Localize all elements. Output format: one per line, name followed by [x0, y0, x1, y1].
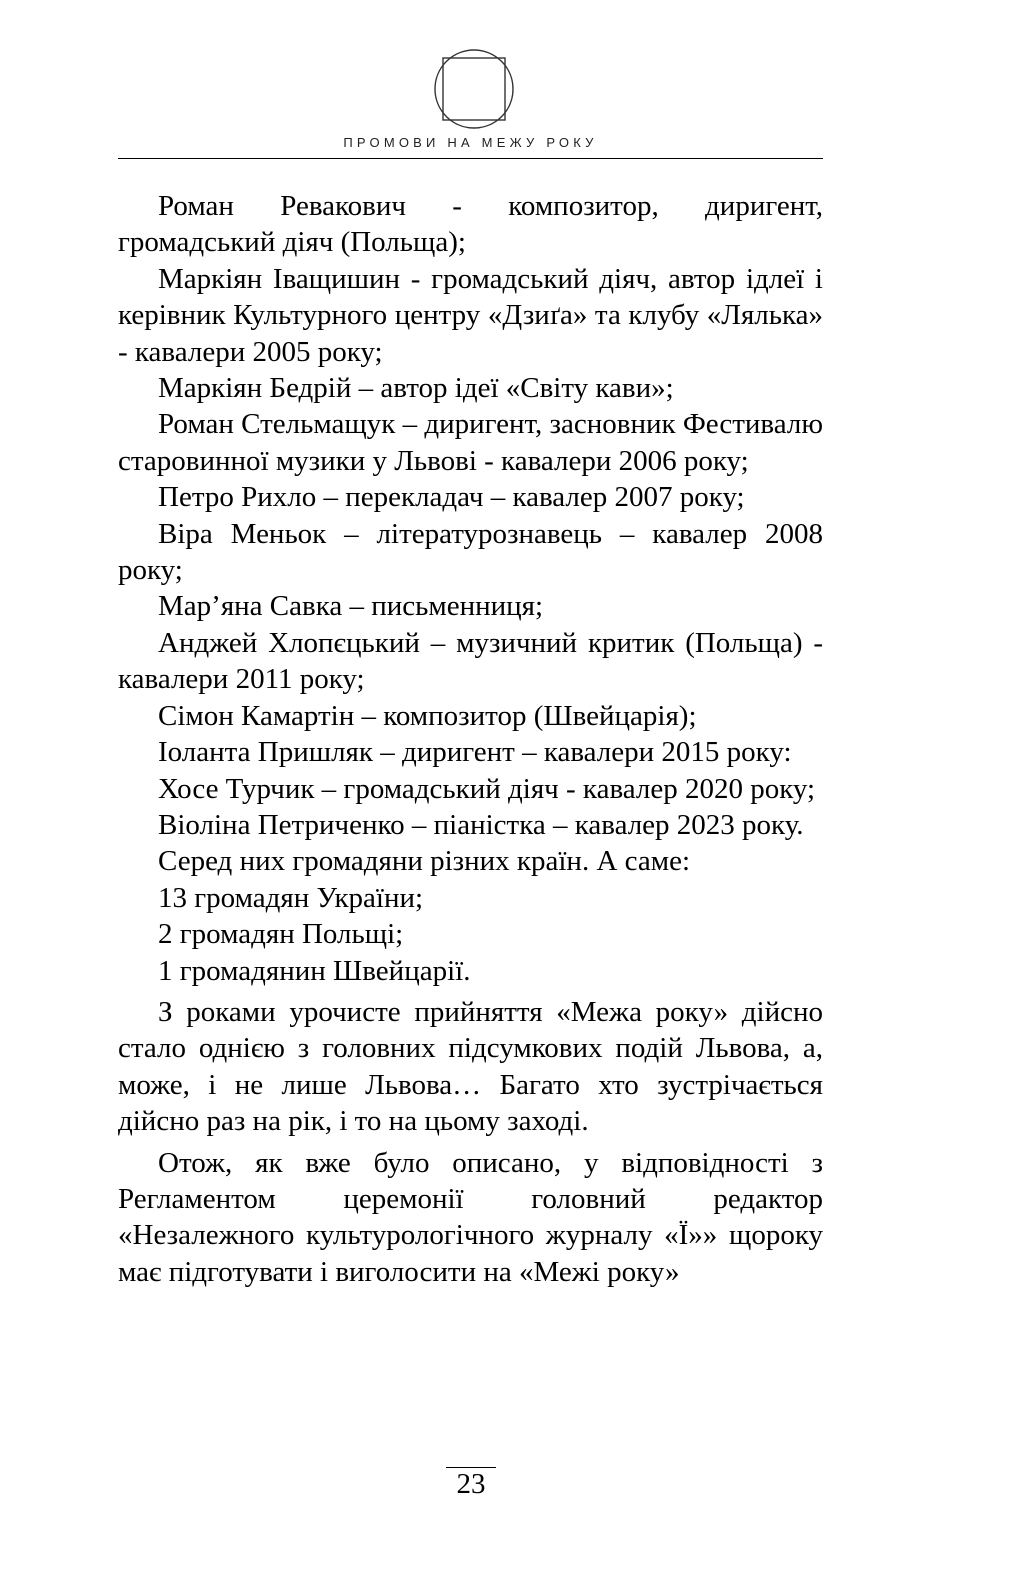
- paragraph: 1 громадянин Швейцарії.: [158, 954, 471, 987]
- paragraph: Отож, як вже було описано, у відповідності з Регламентом церемонії головний редактор «Незалежного культурологічного журналу «Ї»» щороку має підготувати і виголосити на «Межі року»: [118, 1146, 823, 1288]
- paragraph: Серед них громадяни різних країн. А саме:: [158, 845, 691, 878]
- paragraph: З роками урочисте прийняття «Межа року» дійсно стало однією з головних підсумкових подій Львова, а, може, і не лише Львова… Багато хто зустрічається дійсно раз на рік, і то на цьому заході.: [118, 995, 823, 1138]
- paragraph: Маркіян Іващишин - громадський діяч, автор ідлеї і керівник Культурного центру «Дзиґа» та клубу «Лялька» - кавалери 2005 року;: [118, 262, 823, 368]
- paragraph: Анджей Хлопєцький – музичний критик (Польща) - кавалери 2011 року;: [118, 626, 823, 696]
- paragraph: Хосе Турчик – громадський діяч - кавалер 2020 року;: [158, 772, 816, 805]
- body-text: [118, 188, 823, 1290]
- paragraph: 13 громадян України;: [158, 881, 424, 914]
- circle-square-emblem-icon: [433, 48, 515, 130]
- page-number: 23: [456, 1468, 486, 1500]
- running-title: ПРОМОВИ НА МЕЖУ РОКУ: [343, 135, 598, 150]
- paragraph: 2 громадян Польщі;: [158, 918, 404, 951]
- paragraph: Сімон Камартін – композитор (Швейцарія);: [158, 699, 697, 732]
- paragraph: Роман Ревакович - композитор, диригент, громадський діяч (Польща);: [118, 190, 823, 259]
- paragraph: Іоланта Пришляк – диригент – кавалери 2015 року:: [158, 736, 792, 769]
- paragraph: Роман Стельмащук – диригент, засновник Фестивалю старовинної музики у Львові - кавалери 2006 року;: [118, 408, 823, 477]
- paragraph: Маркіян Бедрій – автор ідеї «Світу кави»;: [158, 372, 674, 405]
- header-rule: [118, 158, 823, 159]
- paragraph: Віра Меньок – літературознавець – кавалер 2008 року;: [118, 517, 823, 587]
- paragraph: Мар’яна Савка – письменниця;: [158, 590, 544, 623]
- paragraph: Петро Рихло – перекладач – кавалер 2007 року;: [158, 481, 745, 514]
- paragraph: Віоліна Петриченко – піаністка – кавалер 2023 року.: [158, 808, 804, 841]
